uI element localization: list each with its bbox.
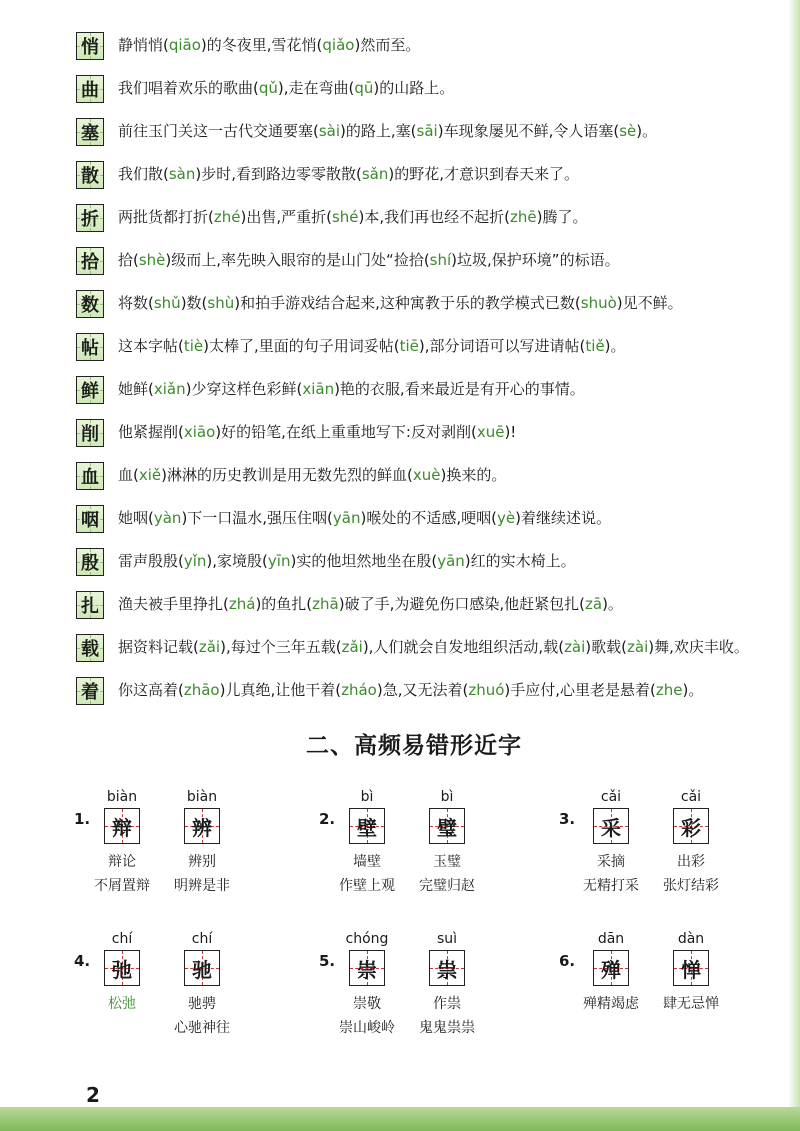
pinyin-text: shé [331, 208, 359, 226]
tianzige-char: 采 [601, 815, 621, 840]
entry-char-box [76, 32, 104, 60]
sentence-text: )。 [682, 681, 704, 699]
example-word: 崇敬 [353, 996, 381, 1012]
sentence-text: )见不鲜。 [616, 294, 683, 312]
pinyin-text: sàn [168, 165, 196, 183]
tianzige-char: 殚 [601, 957, 621, 982]
pinyin-text: yān [332, 509, 361, 527]
pinyin-text: zhā [312, 595, 339, 613]
pinyin-text: shuò [580, 294, 617, 312]
sentence-text: 他紧握削( [118, 423, 184, 441]
entry-row [64, 30, 764, 64]
example-word: 采摘 [597, 854, 625, 870]
sentence-text: )实的他坦然地坐在殷( [290, 552, 438, 570]
entry-char: 塞 [81, 123, 99, 144]
example-word: 玉璧 [433, 854, 461, 870]
pinyin-text: sǎn [361, 165, 389, 183]
example-word: 无精打采 [583, 878, 639, 894]
entry-char-box [76, 376, 104, 404]
sentence-text: ),走在弯曲( [277, 79, 355, 97]
entry-row [64, 116, 764, 150]
example-word: 明辨是非 [174, 878, 230, 894]
sentence-text: )下一口温水,强压住咽( [181, 509, 333, 527]
entry-row [64, 73, 764, 107]
sentence-text: 两批货都打折( [118, 208, 214, 226]
char-pinyin: bì [440, 789, 454, 805]
char-pair [82, 788, 162, 898]
sentence-text: )的野花,才意识到春天来了。 [388, 165, 579, 183]
pinyin-text: xiāo [183, 423, 216, 441]
entry-char: 殷 [81, 553, 99, 574]
sentence-text: )换来的。 [440, 466, 507, 484]
tianzige-char: 崇 [357, 957, 377, 982]
tianzige-char: 璧 [437, 815, 457, 840]
sentence-text: 将数( [118, 294, 154, 312]
pinyin-text: zài [564, 638, 586, 656]
tianzige-box [184, 950, 220, 986]
sentence-text: )舞,欢庆丰收。 [648, 638, 749, 656]
entry-char: 曲 [81, 80, 99, 101]
entry-sentence [118, 202, 764, 230]
entry-row [64, 546, 764, 580]
pinyin-text: zhé [213, 208, 241, 226]
char-pair [407, 930, 487, 1040]
entry-sentence [118, 159, 764, 187]
sentence-text: )。 [604, 337, 626, 355]
example-word: 完璧归赵 [419, 878, 475, 894]
pinyin-text: yān [437, 552, 465, 570]
tianzige-char: 弛 [112, 957, 132, 982]
entry-row [64, 417, 764, 451]
entry-sentence [118, 116, 764, 144]
tianzige-char: 驰 [192, 957, 212, 982]
example-word: 驰骋 [188, 996, 216, 1012]
tianzige-box [593, 808, 629, 844]
example-word: 不屑置辩 [94, 878, 150, 894]
pinyin-text: zhāo [183, 681, 220, 699]
pinyin-text: zhá [228, 595, 256, 613]
pinyin-text: zhuó [468, 681, 505, 699]
example-word: 松弛 [108, 996, 136, 1012]
entry-char-box [76, 290, 104, 318]
sentence-text: ),部分词语可以写进请帖( [418, 337, 586, 355]
entry-row [64, 331, 764, 365]
pinyin-text: qiǎo [322, 36, 355, 54]
polyphonic-entry-list [64, 30, 764, 709]
sentence-text: )少穿这样色彩鲜( [185, 380, 303, 398]
sentence-text: )的冬夜里,雪花悄( [200, 36, 323, 54]
char-pinyin: dān [597, 931, 625, 947]
pinyin-text: xiě [138, 466, 162, 484]
pinyin-text: zháo [341, 681, 377, 699]
entry-sentence [118, 73, 764, 101]
entry-row [64, 503, 764, 537]
group-number: 5. [319, 952, 336, 970]
sentence-text: )着继续述说。 [515, 509, 611, 527]
tianzige-char: 壁 [357, 815, 377, 840]
example-word: 心驰神往 [174, 1020, 230, 1036]
example-word: 殚精竭虑 [583, 996, 639, 1012]
sentence-text: )车现象屡见不鲜,令人语塞( [437, 122, 620, 140]
entry-row [64, 159, 764, 193]
sentence-text: )级而上,率先映入眼帘的是山门处“捡拾( [165, 251, 430, 269]
entry-char: 散 [81, 166, 99, 187]
entry-char: 拾 [81, 252, 99, 273]
entry-row [64, 288, 764, 322]
sentence-text: 我们唱着欢乐的歌曲( [118, 79, 259, 97]
sentence-text: )破了手,为避免伤口感染,他赶紧包扎( [338, 595, 585, 613]
entry-sentence [118, 331, 764, 359]
sentence-text: )! [504, 423, 517, 441]
char-pinyin: dàn [677, 931, 705, 947]
document-page [64, 30, 764, 1098]
tianzige-box [349, 950, 385, 986]
char-pinyin: suì [436, 931, 458, 947]
group-number: 6. [559, 952, 576, 970]
example-word [651, 1016, 731, 1040]
example-word: 肆无忌惮 [663, 996, 719, 1012]
entry-char: 载 [81, 639, 99, 660]
tianzige-char: 辨 [192, 815, 212, 840]
sentence-text: )的鱼扎( [255, 595, 313, 613]
char-pair [651, 788, 731, 898]
char-pair [407, 788, 487, 898]
sentence-text: )。 [602, 595, 623, 613]
pinyin-text: yǐn [183, 552, 207, 570]
group-number: 3. [559, 810, 576, 828]
pinyin-text: shí [429, 251, 452, 269]
sentence-text: )急,又无法着( [376, 681, 469, 699]
example-word: 鬼鬼祟祟 [419, 1020, 475, 1036]
entry-char-box [76, 247, 104, 275]
group-number: 4. [74, 952, 91, 970]
entry-char: 扎 [81, 596, 99, 617]
tianzige-char: 祟 [437, 957, 457, 982]
example-word: 作祟 [433, 996, 461, 1012]
page-number: 2 [86, 1083, 100, 1107]
page-edge-bottom [0, 1107, 800, 1131]
sentence-text: 她咽( [118, 509, 154, 527]
sentence-text: 据资料记载( [118, 638, 199, 656]
pinyin-text: sè [619, 122, 637, 140]
char-pinyin: biàn [106, 789, 138, 805]
group-number: 1. [74, 810, 91, 828]
entry-char: 折 [81, 209, 99, 230]
entry-sentence [118, 589, 764, 617]
pinyin-text: xuè [412, 466, 441, 484]
pinyin-text: yàn [153, 509, 182, 527]
sentence-text: )红的实木椅上。 [464, 552, 576, 570]
entry-char-box [76, 677, 104, 705]
char-pair [162, 788, 242, 898]
pinyin-text: yè [496, 509, 516, 527]
entry-sentence [118, 460, 764, 488]
entry-char-box [76, 333, 104, 361]
char-pinyin: bì [360, 789, 374, 805]
entry-char-box [76, 634, 104, 662]
entry-row [64, 589, 764, 623]
entry-char: 削 [81, 424, 99, 445]
sentence-text: 她鲜( [118, 380, 154, 398]
entry-char-box [76, 591, 104, 619]
sentence-text: )。 [636, 122, 658, 140]
entry-row [64, 245, 764, 279]
pinyin-text: qū [354, 79, 374, 97]
tianzige-box [429, 950, 465, 986]
entry-char: 帖 [81, 338, 99, 359]
tianzige-char: 彩 [681, 815, 701, 840]
sentence-text: )腾了。 [536, 208, 588, 226]
entry-sentence [118, 30, 764, 58]
entry-char-box [76, 75, 104, 103]
sentence-text: ),家境殷( [206, 552, 268, 570]
sentence-text: )好的铅笔,在纸上重重地写下:反对剥削( [215, 423, 477, 441]
entry-char-box [76, 548, 104, 576]
entry-char: 数 [81, 295, 99, 316]
tianzige-box [184, 808, 220, 844]
sentence-text: )和拍手游戏结合起来,这种寓教于乐的教学模式已数( [234, 294, 581, 312]
char-pinyin: chí [191, 931, 213, 947]
char-pair [327, 788, 407, 898]
entry-row [64, 632, 764, 666]
entry-sentence [118, 546, 764, 574]
example-word: 出彩 [677, 854, 705, 870]
entry-char-box [76, 161, 104, 189]
sentence-text: )步时,看到路边零零散散( [195, 165, 362, 183]
sentence-text: 雷声殷殷( [118, 552, 184, 570]
entry-row [64, 460, 764, 494]
sentence-text: 这本字帖( [118, 337, 184, 355]
sentence-text: 前往玉门关这一古代交通要塞( [118, 122, 319, 140]
pinyin-text: zǎi [198, 638, 221, 656]
page-edge-right [788, 0, 800, 1131]
char-pair [162, 930, 242, 1040]
sentence-text: )本,我们再也经不起折( [358, 208, 510, 226]
tianzige-box [593, 950, 629, 986]
sentence-text: )儿真绝,让他干着( [219, 681, 342, 699]
entry-sentence [118, 288, 764, 316]
entry-char-box [76, 462, 104, 490]
group-number: 2. [319, 810, 336, 828]
example-word: 张灯结彩 [663, 878, 719, 894]
char-pair [327, 930, 407, 1040]
sentence-text: )歌载( [585, 638, 628, 656]
entry-char: 咽 [81, 510, 99, 531]
tianzige-box [104, 808, 140, 844]
sentence-text: )艳的衣服,看来最近是有开心的事情。 [334, 380, 585, 398]
sentence-text: )垃圾,保护环境”的标语。 [451, 251, 620, 269]
sentence-text: ),每过个三年五载( [220, 638, 342, 656]
similar-char-grid [64, 778, 764, 1098]
sentence-text: )淋淋的历史教训是用无数先烈的鲜血( [161, 466, 413, 484]
pinyin-text: qǔ [258, 79, 278, 97]
sentence-text: ),人们就会自发地组织活动,载( [362, 638, 565, 656]
pinyin-text: tiě [585, 337, 605, 355]
pinyin-text: yīn [267, 552, 291, 570]
entry-char: 悄 [81, 37, 99, 58]
pinyin-text: zài [627, 638, 649, 656]
example-word: 崇山峻岭 [339, 1020, 395, 1036]
entry-sentence [118, 675, 764, 703]
sentence-text: 渔夫被手里挣扎( [118, 595, 229, 613]
section-title: 二、高频易错形近字 [306, 733, 522, 759]
entry-sentence [118, 417, 764, 445]
entry-sentence [118, 245, 764, 273]
tianzige-char: 惮 [681, 957, 701, 982]
entry-char: 鲜 [81, 381, 99, 402]
sentence-text: )的山路上。 [373, 79, 455, 97]
char-pinyin: cǎi [600, 789, 622, 805]
sentence-text: 我们散( [118, 165, 169, 183]
entry-sentence [118, 374, 764, 402]
char-pair [571, 788, 651, 898]
entry-char-box [76, 118, 104, 146]
pinyin-text: shù [207, 294, 235, 312]
pinyin-text: zǎi [341, 638, 363, 656]
pinyin-text: xiǎn [153, 380, 186, 398]
entry-char-box [76, 419, 104, 447]
pinyin-text: zā [584, 595, 603, 613]
entry-row [64, 374, 764, 408]
entry-sentence [118, 503, 764, 531]
tianzige-box [673, 950, 709, 986]
sentence-text: )喉处的不适感,哽咽( [360, 509, 497, 527]
char-pinyin: chí [111, 931, 133, 947]
char-pair [82, 930, 162, 1040]
entry-row [64, 202, 764, 236]
pinyin-text: tiè [183, 337, 204, 355]
char-pinyin: chóng [345, 931, 389, 947]
pinyin-text: xuē [476, 423, 505, 441]
entry-sentence [118, 632, 764, 660]
pinyin-text: shè [138, 251, 166, 269]
pinyin-text: sāi [416, 122, 438, 140]
entry-char-box [76, 505, 104, 533]
tianzige-char: 辩 [112, 815, 132, 840]
pinyin-text: xiān [302, 380, 335, 398]
pinyin-text: qiāo [168, 36, 201, 54]
sentence-text: )出售,严重折( [240, 208, 332, 226]
entry-char: 血 [81, 467, 99, 488]
char-pinyin: cǎi [680, 789, 702, 805]
example-word [571, 1016, 651, 1040]
sentence-text: 拾( [118, 251, 139, 269]
entry-row [64, 675, 764, 709]
sentence-text: )然而至。 [354, 36, 421, 54]
example-word: 墙壁 [353, 854, 381, 870]
pinyin-text: shǔ [153, 294, 181, 312]
entry-char-box [76, 204, 104, 232]
example-word: 作壁上观 [339, 878, 395, 894]
tianzige-box [349, 808, 385, 844]
pinyin-text: sài [318, 122, 341, 140]
example-word: 辩论 [108, 854, 136, 870]
sentence-text: 静悄悄( [118, 36, 169, 54]
sentence-text: 血( [118, 466, 139, 484]
entry-char: 着 [81, 682, 99, 703]
char-pinyin: biàn [186, 789, 218, 805]
pinyin-text: zhe [655, 681, 683, 699]
example-word: 辨别 [188, 854, 216, 870]
sentence-text: )的路上,塞( [340, 122, 417, 140]
example-word [82, 1016, 162, 1040]
sentence-text: )太棒了,里面的句子用词妥帖( [203, 337, 400, 355]
pinyin-text: tiē [399, 337, 419, 355]
sentence-text: )数( [180, 294, 208, 312]
sentence-text: 你这高着( [118, 681, 184, 699]
char-pair [651, 930, 731, 1040]
tianzige-box [104, 950, 140, 986]
tianzige-box [429, 808, 465, 844]
pinyin-text: zhē [510, 208, 537, 226]
tianzige-box [673, 808, 709, 844]
char-pair [571, 930, 651, 1040]
sentence-text: )手应付,心里老是悬着( [504, 681, 656, 699]
